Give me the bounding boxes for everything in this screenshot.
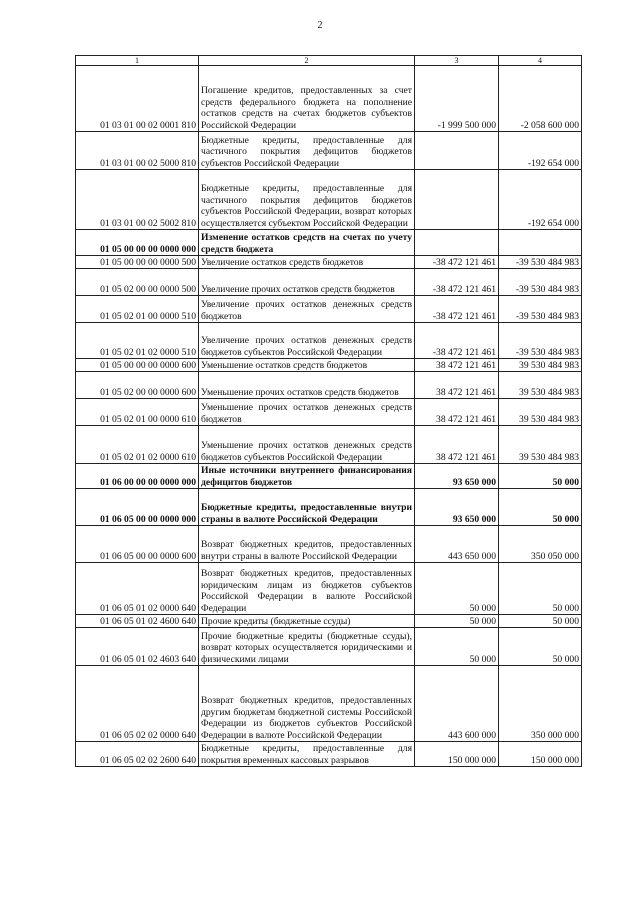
code-cell: 01 06 05 00 00 0000 600 xyxy=(76,526,199,563)
amount-year-1-cell: -38 472 121 461 xyxy=(415,323,499,359)
description-cell: Возврат бюджетных кредитов, предоставленных внутри страны в валюте Российской Федерации xyxy=(199,526,415,563)
amount-year-2-cell: 350 050 000 xyxy=(499,526,582,563)
amount-year-1-cell: -1 999 500 000 xyxy=(415,66,499,132)
code-cell: 01 03 01 00 02 5002 810 xyxy=(76,170,199,230)
code-cell: 01 05 02 00 00 0000 500 xyxy=(76,269,199,296)
table-row xyxy=(76,526,582,563)
amount-year-2-cell: 350 000 000 xyxy=(499,666,582,742)
table-row xyxy=(76,628,582,666)
table-row xyxy=(76,489,582,526)
amount-year-1-cell: 38 472 121 461 xyxy=(415,359,499,372)
amount-year-1-cell: 38 472 121 461 xyxy=(415,372,499,399)
column-number-row xyxy=(76,56,582,66)
description-cell: Бюджетные кредиты, предоставленные для частичного покрытия дефицитов бюджетов субъектов Российской Федерации xyxy=(199,132,415,170)
description-cell: Погашение кредитов, предоставленных за счет средств федерального бюджета на пополнение остатков средств на счетах бюджетов субъектов Российской Федерации xyxy=(199,66,415,132)
description-cell: Бюджетные кредиты, предоставленные для частичного покрытия дефицитов бюджетов субъектов Российской Федерации, возврат которых осуществляется субъектом Российской Федерации xyxy=(199,170,415,230)
code-cell: 01 05 02 01 02 0000 610 xyxy=(76,426,199,464)
description-cell: Увеличение прочих остатков денежных средств бюджетов xyxy=(199,296,415,323)
amount-year-2-cell: 50 000 xyxy=(499,615,582,628)
description-cell: Иные источники внутреннего финансирования дефицитов бюджетов xyxy=(199,464,415,489)
table-row xyxy=(76,230,582,256)
code-cell: 01 05 02 00 00 0000 600 xyxy=(76,372,199,399)
amount-year-1-cell: 38 472 121 461 xyxy=(415,426,499,464)
code-cell: 01 06 05 01 02 4600 640 xyxy=(76,615,199,628)
code-cell: 01 06 05 01 02 4603 640 xyxy=(76,628,199,666)
table-row xyxy=(76,359,582,372)
amount-year-1-cell: 93 650 000 xyxy=(415,464,499,489)
description-cell: Увеличение остатков средств бюджетов xyxy=(199,256,415,269)
amount-year-2-cell: 50 000 xyxy=(499,563,582,615)
amount-year-2-cell: 50 000 xyxy=(499,628,582,666)
amount-year-2-cell xyxy=(499,230,582,256)
code-cell: 01 05 00 00 00 0000 500 xyxy=(76,256,199,269)
amount-year-2-cell: 150 000 000 xyxy=(499,742,582,767)
amount-year-1-cell: 50 000 xyxy=(415,628,499,666)
description-cell: Бюджетные кредиты, предоставленные для покрытия временных кассовых разрывов xyxy=(199,742,415,767)
amount-year-1-cell: 50 000 xyxy=(415,563,499,615)
description-cell: Уменьшение прочих остатков средств бюджетов xyxy=(199,372,415,399)
amount-year-2-cell: -2 058 600 000 xyxy=(499,66,582,132)
description-cell: Уменьшение остатков средств бюджетов xyxy=(199,359,415,372)
description-cell: Увеличение прочих остатков средств бюджетов xyxy=(199,269,415,296)
amount-year-2-cell: 39 530 484 983 xyxy=(499,372,582,399)
description-cell: Прочие бюджетные кредиты (бюджетные ссуды), возврат которых осуществляется юридическими и физическими лицами xyxy=(199,628,415,666)
amount-year-2-cell: 39 530 484 983 xyxy=(499,426,582,464)
code-cell: 01 05 02 01 00 0000 510 xyxy=(76,296,199,323)
amount-year-1-cell: 443 600 000 xyxy=(415,666,499,742)
amount-year-2-cell: -192 654 000 xyxy=(499,170,582,230)
amount-year-1-cell xyxy=(415,132,499,170)
table-row xyxy=(76,666,582,742)
amount-year-1-cell: -38 472 121 461 xyxy=(415,269,499,296)
code-cell: 01 03 01 00 02 0001 810 xyxy=(76,66,199,132)
amount-year-2-cell: -192 654 000 xyxy=(499,132,582,170)
column-number: 1 xyxy=(76,56,199,66)
amount-year-1-cell: -38 472 121 461 xyxy=(415,296,499,323)
amount-year-1-cell: 150 000 000 xyxy=(415,742,499,767)
amount-year-2-cell: 50 000 xyxy=(499,489,582,526)
amount-year-2-cell: -39 530 484 983 xyxy=(499,269,582,296)
description-cell: Прочие кредиты (бюджетные ссуды) xyxy=(199,615,415,628)
description-cell: Бюджетные кредиты, предоставленные внутри страны в валюте Российской Федерации xyxy=(199,489,415,526)
table-row xyxy=(76,372,582,399)
code-cell: 01 03 01 00 02 5000 810 xyxy=(76,132,199,170)
sources-of-financing-table xyxy=(75,55,582,767)
amount-year-2-cell: 50 000 xyxy=(499,464,582,489)
column-number: 2 xyxy=(199,56,415,66)
code-cell: 01 05 02 01 02 0000 510 xyxy=(76,323,199,359)
table-row xyxy=(76,615,582,628)
amount-year-2-cell: -39 530 484 983 xyxy=(499,296,582,323)
amount-year-1-cell: 443 650 000 xyxy=(415,526,499,563)
code-cell: 01 06 00 00 00 0000 000 xyxy=(76,464,199,489)
table-row xyxy=(76,563,582,615)
table-row xyxy=(76,256,582,269)
code-cell: 01 05 00 00 00 0000 000 xyxy=(76,230,199,256)
table-row xyxy=(76,742,582,767)
column-number: 3 xyxy=(415,56,499,66)
code-cell: 01 05 00 00 00 0000 600 xyxy=(76,359,199,372)
description-cell: Возврат бюджетных кредитов, предоставленных юридическим лицам из бюджетов субъектов Российской Федерации в валюте Российской Федерации xyxy=(199,563,415,615)
table-row xyxy=(76,66,582,132)
amount-year-1-cell xyxy=(415,170,499,230)
amount-year-2-cell: -39 530 484 983 xyxy=(499,256,582,269)
table-row xyxy=(76,269,582,296)
table-row xyxy=(76,426,582,464)
description-cell: Уменьшение прочих остатков денежных средств бюджетов субъектов Российской Федерации xyxy=(199,426,415,464)
amount-year-2-cell: 39 530 484 983 xyxy=(499,359,582,372)
table-row xyxy=(76,132,582,170)
code-cell: 01 06 05 00 00 0000 000 xyxy=(76,489,199,526)
column-number: 4 xyxy=(499,56,582,66)
description-cell: Возврат бюджетных кредитов, предоставленных другим бюджетам бюджетной системы Российской Федерации из бюджетов субъектов Российской Федерации в валюте Российской Федерации xyxy=(199,666,415,742)
code-cell: 01 06 05 02 02 0000 640 xyxy=(76,666,199,742)
table-row xyxy=(76,399,582,426)
amount-year-2-cell: 39 530 484 983 xyxy=(499,399,582,426)
amount-year-1-cell: -38 472 121 461 xyxy=(415,256,499,269)
code-cell: 01 06 05 01 02 0000 640 xyxy=(76,563,199,615)
table-row xyxy=(76,323,582,359)
amount-year-1-cell: 50 000 xyxy=(415,615,499,628)
amount-year-2-cell: -39 530 484 983 xyxy=(499,323,582,359)
amount-year-1-cell: 93 650 000 xyxy=(415,489,499,526)
code-cell: 01 05 02 01 00 0000 610 xyxy=(76,399,199,426)
description-cell: Изменение остатков средств на счетах по учету средств бюджета xyxy=(199,230,415,256)
description-cell: Уменьшение прочих остатков денежных средств бюджетов xyxy=(199,399,415,426)
code-cell: 01 06 05 02 02 2600 640 xyxy=(76,742,199,767)
table-row xyxy=(76,296,582,323)
page-number: 2 xyxy=(317,20,323,31)
amount-year-1-cell xyxy=(415,230,499,256)
table-row xyxy=(76,464,582,489)
description-cell: Увеличение прочих остатков денежных средств бюджетов субъектов Российской Федерации xyxy=(199,323,415,359)
table-row xyxy=(76,170,582,230)
amount-year-1-cell: 38 472 121 461 xyxy=(415,399,499,426)
